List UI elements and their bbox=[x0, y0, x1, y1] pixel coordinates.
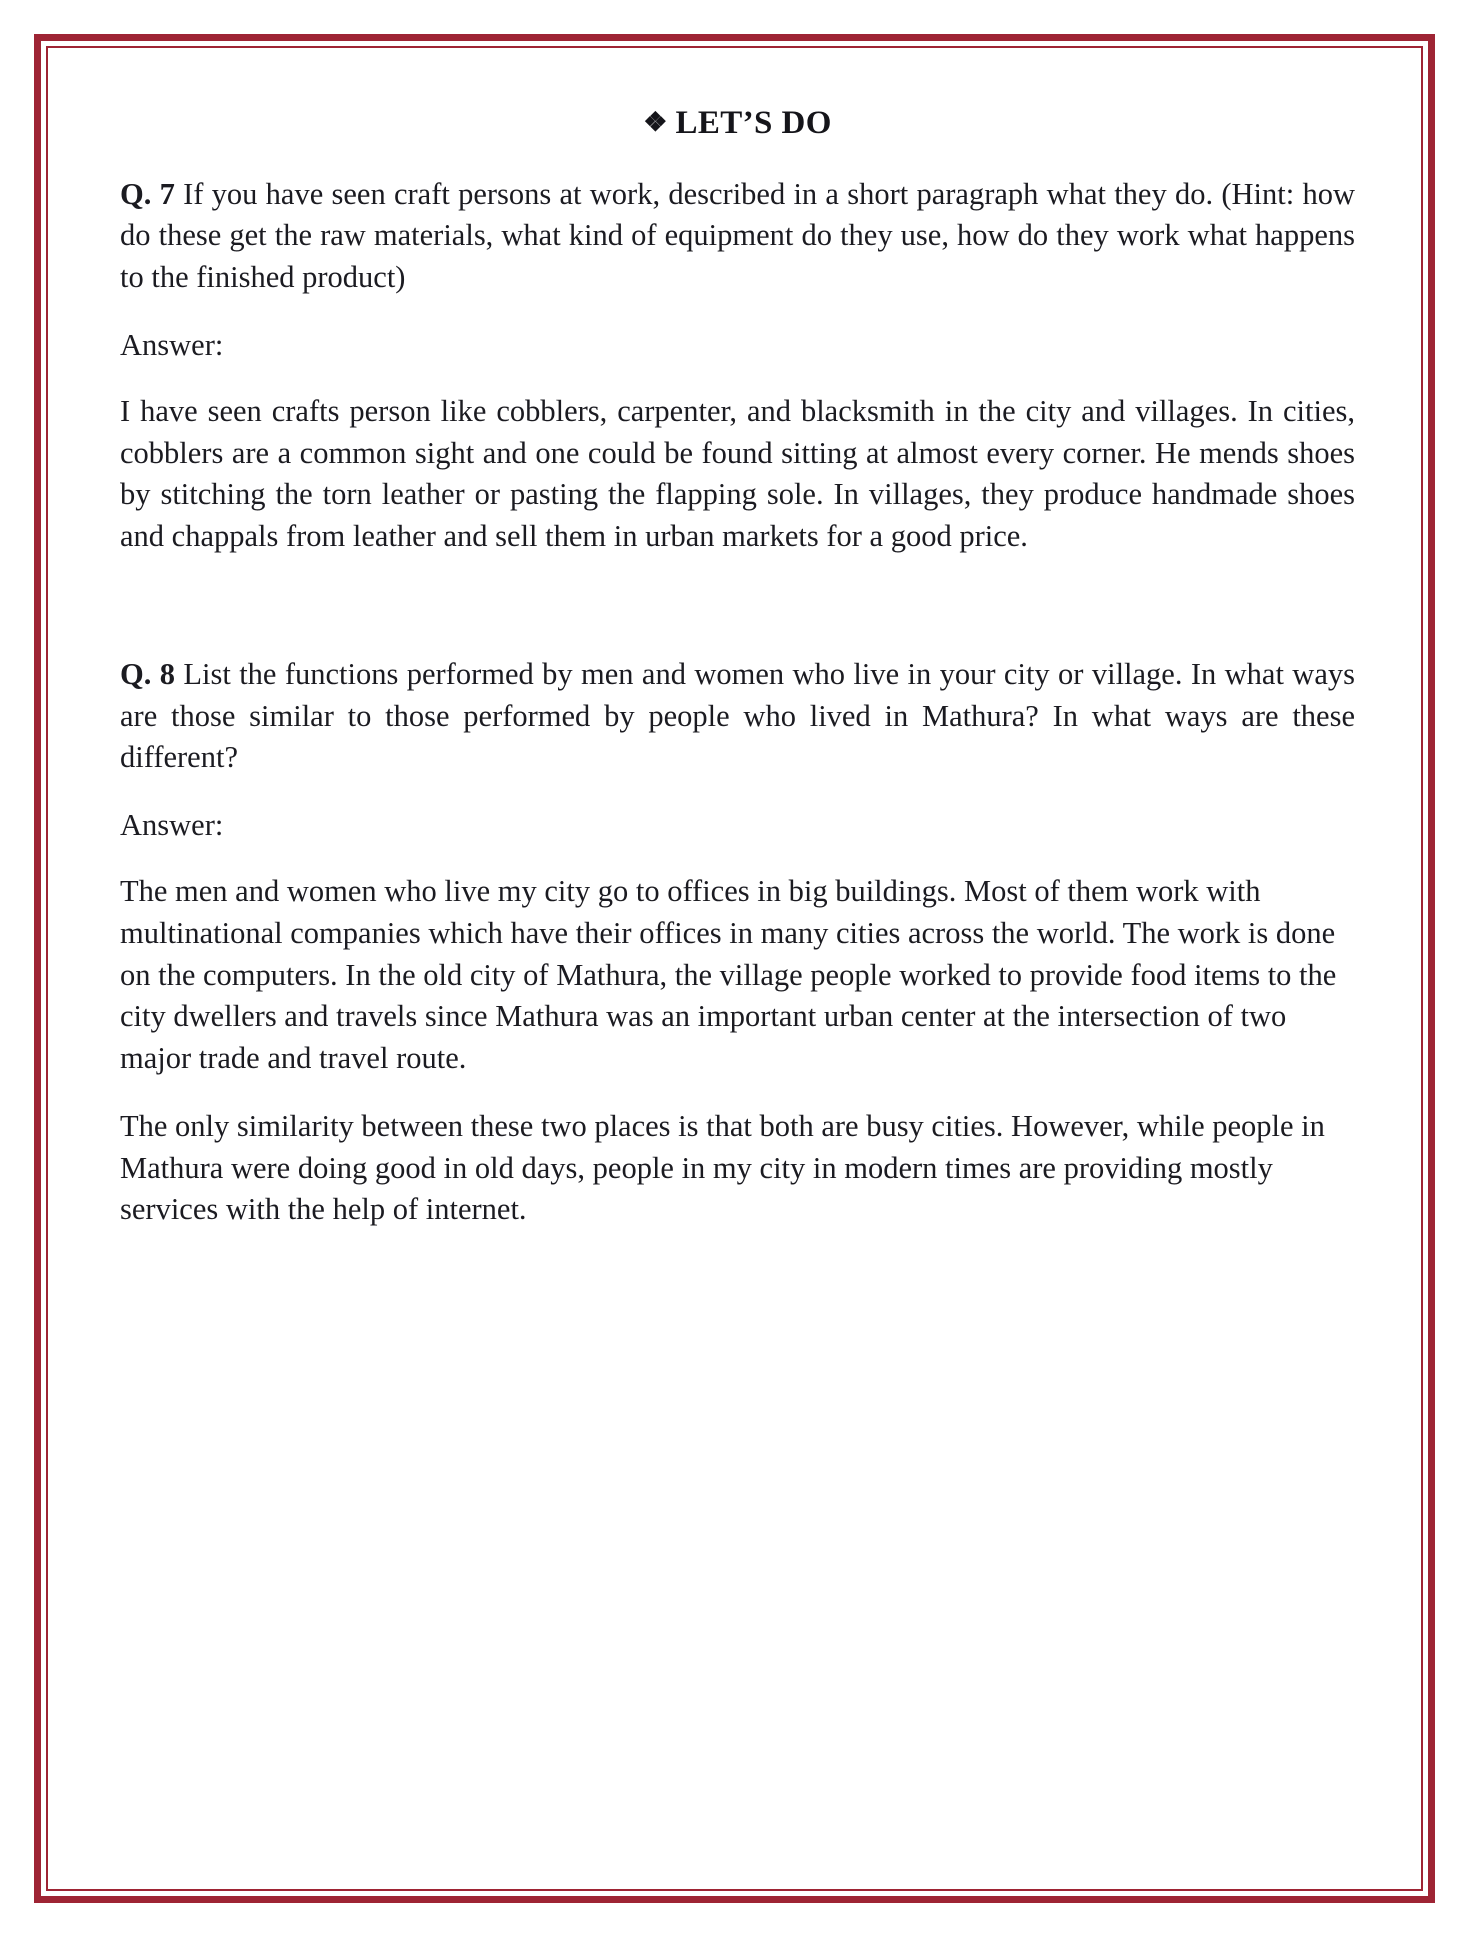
answer-label-7: Answer: bbox=[120, 327, 224, 362]
question-body-8: List the functions performed by men and women who live in your city or village. In what ways are those similar to those performed by people who lived in Mathura? In what ways are these different? bbox=[120, 656, 1355, 775]
page-border-inner bbox=[46, 46, 1423, 1891]
answer-paragraph-7-1: I have seen crafts person like cobblers, carpenter, and blacksmith in the city and villages. In cities, cobblers are a common sight and one could be found sitting at almost every corner. He mends shoes by stitching the torn leather or pasting the flapping sole. In villages, they produce handmade shoes and chappals from leather and sell them in urban markets for a good price. bbox=[120, 393, 1355, 554]
document-content bbox=[48, 48, 1421, 1889]
answer-paragraph-8-2: The only similarity between these two places is that both are busy cities. However, while people in Mathura were doing good in old days, people in my city in modern times are providing mostly services with the help of internet. bbox=[120, 1108, 1325, 1227]
page-title-text: LET’S DO bbox=[675, 105, 832, 141]
answer-paragraph-8-1: The men and women who live my city go to offices in big buildings. Most of them work with multinational companies which have their offices in many cities across the world. The work is done on the computers. In the old city of Mathura, the village people worked to provide food items to the city dwellers and travels since Mathura was an important urban center at the intersection of two major trade and travel route. bbox=[120, 873, 1337, 1076]
diamond-bullet-icon: ❖ bbox=[643, 107, 668, 137]
question-number-7: Q. 7 bbox=[120, 176, 175, 211]
question-block-8 bbox=[120, 654, 1355, 1231]
page-border-outer bbox=[34, 34, 1435, 1903]
question-number-8: Q. 8 bbox=[120, 656, 175, 691]
question-block-7 bbox=[120, 174, 1355, 558]
page-title bbox=[120, 104, 1355, 144]
section-spacer bbox=[120, 584, 1355, 654]
question-body-7: If you have seen craft persons at work, described in a short paragraph what they do. (Hint: how do these get the raw materials, what kind of equipment do they use, how do they work what happens to the finished product) bbox=[120, 176, 1355, 295]
answer-label-8: Answer: bbox=[120, 808, 224, 843]
question-text-8 bbox=[120, 654, 1355, 779]
question-text-7 bbox=[120, 174, 1355, 299]
